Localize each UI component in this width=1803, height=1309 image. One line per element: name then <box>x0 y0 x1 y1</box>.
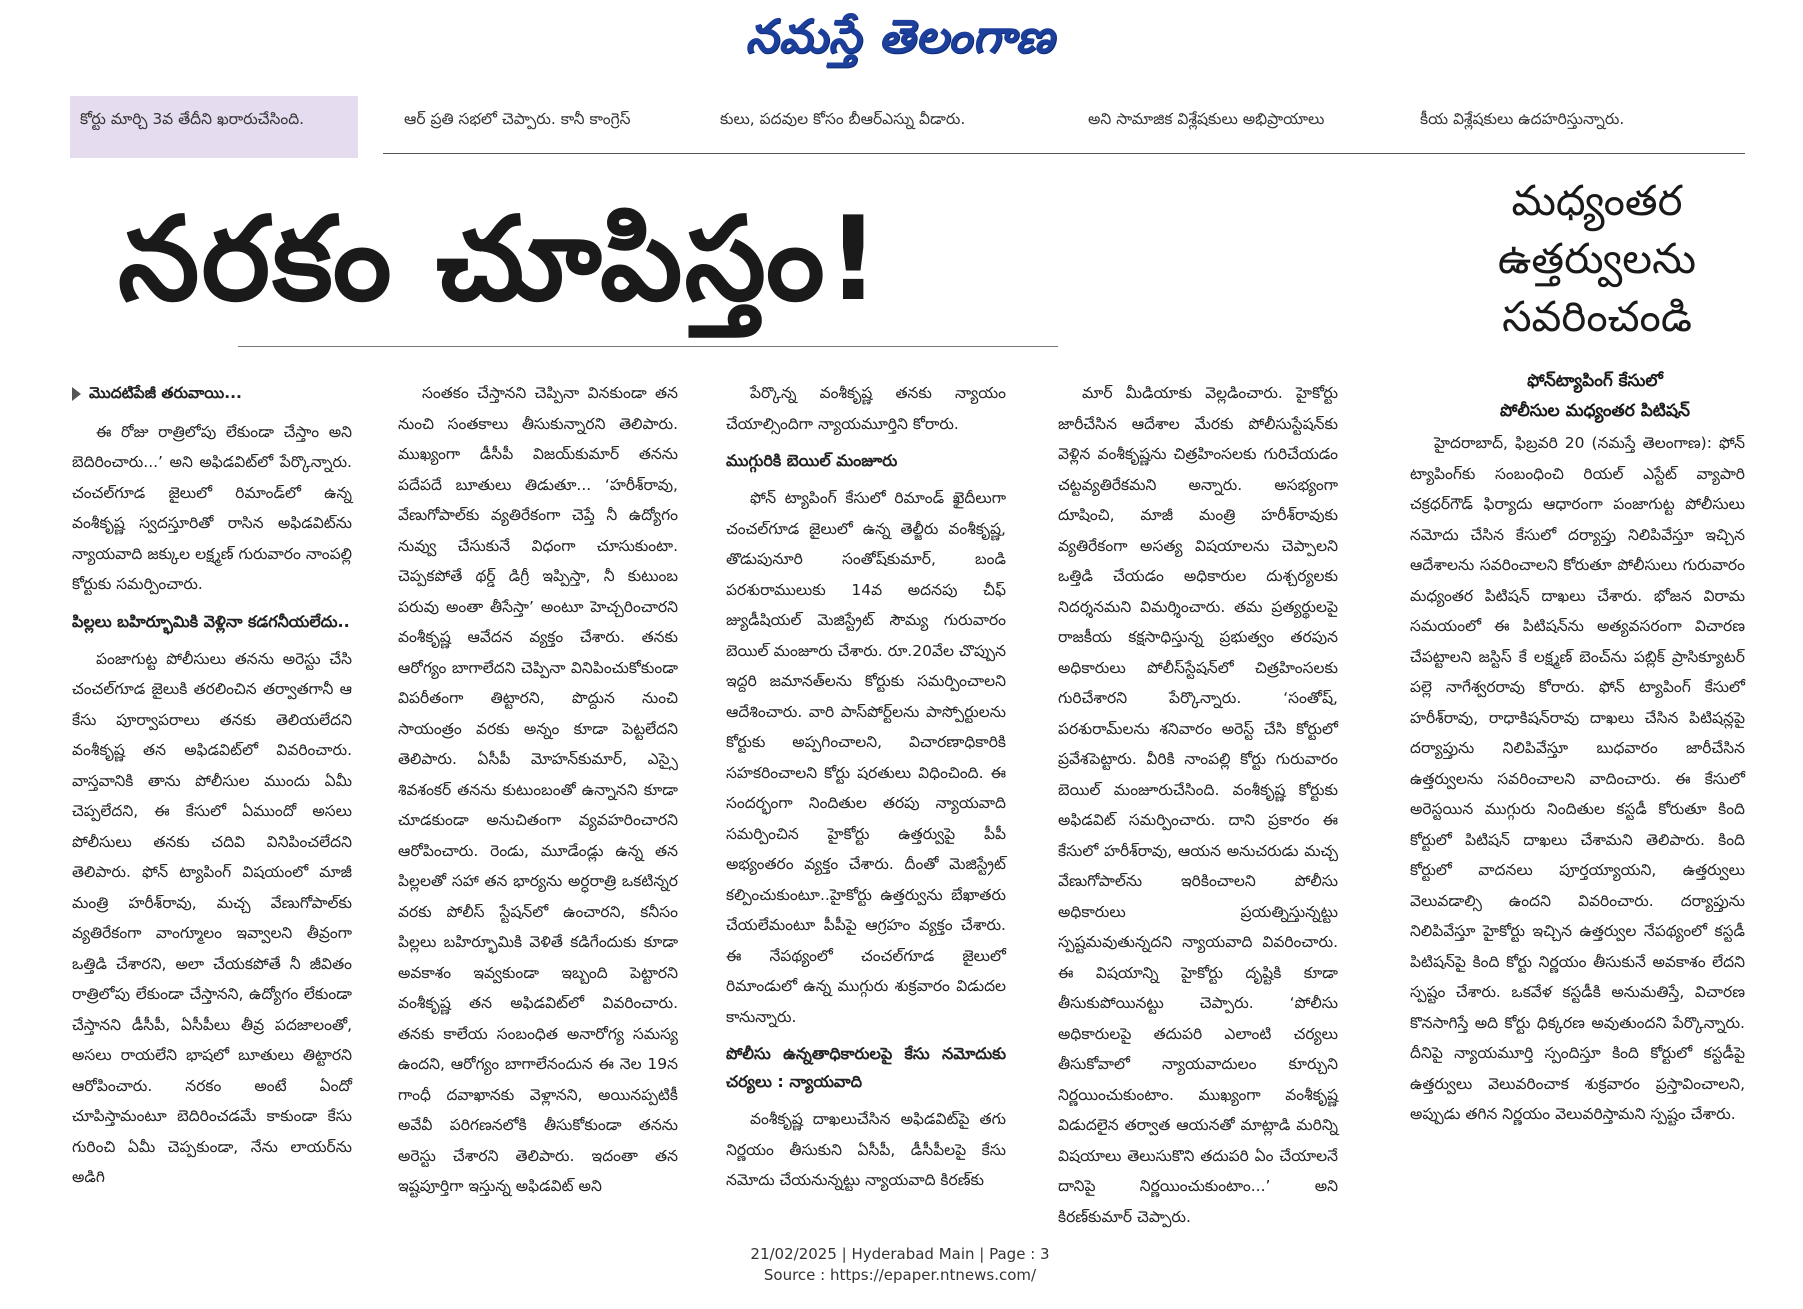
article-paragraph: ఫోన్ ట్యాపింగ్ కేసులో రిమాండ్ ఖైదీలుగా చంచల్‌గూడ జైలులో ఉన్న తెల్జీరు వంశీకృష్ణ, తొడుపునూరి సంతోష్‌కుమార్, బండి పరశురాములుకు 14వ అదనపు చీఫ్ జ్యుడీషియల్ మెజిస్ట్రేట్ సౌమ్య గురువారం బెయిల్ మంజూరు చేశారు. రూ.20వేల చొప్పున ఇద్దరి జమానత్‌లను కోర్టుకు సమర్పించాలని ఆదేశించారు. వారి పాస్‌పోర్ట్‌లను పాస్పోర్టులను కోర్టుకు అప్పగించాలని, విచారణాధికారికి సహకరించాలని కోర్టు షరతులు విధించింది. ఈ సందర్భంగా నిందితుల తరపు న్యాయవాది సమర్పించిన హైకోర్టు ఉత్తర్వుపై పీపీ అభ్యంతరం వ్యక్తం చేశారు. దీంతో మెజిస్ట్రేట్ కల్పించుకుంటూ..హైకోర్టు ఉత్తర్వును బేఖాతరు చేయలేమంటూ పీపీపై ఆగ్రహం వ్యక్తం చేశారు. ఈ నేపథ్యంలో చంచల్‌గూడ జైలులో రిమాండులో ఉన్న ముగ్గురు శుక్రవారం విడుదల కానున్నారు. <box>726 489 1006 1026</box>
article-column-3 <box>726 378 1006 1189</box>
side-subheadline-line: ఫోన్‌ట్యాపింగ్ కేసులో <box>1527 371 1663 391</box>
article-subheading: ముగ్గురికి బెయిల్ మంజూరు <box>726 451 898 470</box>
top-strip-snippet: అని సామాజిక విశ్లేషకులు అభిప్రాయాలు <box>1088 110 1325 128</box>
column-body <box>72 417 352 1193</box>
article-paragraph: పేర్కొన్న వంశీకృష్ణ తనకు న్యాయం చేయాల్సిందిగా న్యాయమూర్తిని కోరారు. <box>726 384 1006 433</box>
top-strip-snippet: కులు, పదవుల కోసం బీఆర్ఎస్ను వీడారు. <box>720 110 966 128</box>
side-subheadline-line: పోలీసుల మధ్యంతర పిటిషన్ <box>1500 401 1690 421</box>
masthead-title: నమస్తే తెలంగాణ <box>745 9 1055 63</box>
article-column-4 <box>1058 378 1338 1226</box>
side-subheadline <box>1420 366 1770 426</box>
top-strip-snippet: కీయ విశ్లేషకులు ఉదహరిస్తున్నారు. <box>1420 110 1625 128</box>
footer-date-line: 21/02/2025 | Hyderabad Main | Page : 3 <box>750 1245 1050 1263</box>
headline-divider <box>238 346 1058 347</box>
continued-label <box>72 378 352 409</box>
article-column-1 <box>72 378 352 1186</box>
article-paragraph: ఈ రోజు రాత్రిలోపు లేకుండా చేస్తాం అని బెదిరించారు...’ అని అఫిడవిట్‌లో పేర్కొన్నారు. చంచల్‌గూడ జైలులో రిమాండ్‌లో ఉన్న వంశీకృష్ణ స్వదస్తూరితో రాసిన అఫిడవిట్‌ను న్యాయవాది జక్కుల లక్ష్మణ్ గురువారం నాంపల్లి కోర్టుకు సమర్పించారు. <box>72 422 352 593</box>
article-subheading: పిల్లలు బహిర్భూమికి వెళ్లినా కడగనీయలేదు.. <box>72 611 350 631</box>
column-body <box>1058 378 1338 1232</box>
article-subheading: పోలీసు ఉన్నతాధికారులపై కేసు నమోదుకు చర్యలు : న్యాయవాది <box>726 1044 1006 1091</box>
top-strip-box-text: కోర్టు మార్చి 3వ తేదీని ఖరారుచేసింది. <box>80 110 305 128</box>
side-story-paragraph: హైదరాబాద్, ఫిబ్రవరి 20 (నమస్తే తెలంగాణ): ఫోన్ ట్యాపింగ్‌కు సంబంధించి రియల్ ఎస్టేట్ వ్యాపారి చక్రధర్‌గౌడ్ ఫిర్యాదు ఆధారంగా పంజాగుట్ట పోలీసులు నమోదు చేసిన కేసులో దర్యాప్తు నిలిపివేస్తూ ఇచ్చిన ఆదేశాలను సవరించాలని కోరుతూ పోలీసులు గురువారం మధ్యంతర పిటిషన్ దాఖలు చేశారు. భోజన విరామ సమయంలో ఈ పిటిషన్‌ను అత్యవసరంగా విచారణ చేపట్టాలని జస్టిస్ కే లక్ష్మణ్ బెంచ్‌ను పబ్లిక్ ప్రాసిక్యూటర్ పల్లె నాగేశ్వరరావు కోరారు. ఫోన్ ట్యాపింగ్ కేసులో హరీశ్‌రావు, రాధాకిషన్‌రావు దాఖలు చేసిన పిటిషన్లపై దర్యాప్తును నిలిపివేస్తూ బుధవారం జారీచేసిన ఉత్తర్వులను సవరించాలని వాదించారు. ఈ కేసులో అరెస్టయిన ముగ్గురు నిందితుల కస్టడీ కోరుతూ కింది కోర్టులో పిటిషన్ దాఖలు చేశామని తెలిపారు. కింది కోర్టులో వాదనలు పూర్తయ్యాయని, ఉత్తర్వులు వెలువడాల్సి ఉందని వివరించారు. దర్యాప్తును నిలిపివేస్తూ హైకోర్టు ఇచ్చిన ఉత్తర్వుల నేపథ్యంలో కస్టడీ పిటిషన్‌పై కింది కోర్టు నిర్ణయం తీసుకునే అవకాశం లేదని స్పష్టం చేశారు. ఒకవేళ కస్టడీకి అనుమతిస్తే, విచారణ కొనసాగిస్తే అది కోర్టు ధిక్కరణ అవుతుందని పేర్కొన్నారు. దీనిపై న్యాయమూర్తి స్పందిస్తూ కింది కోర్టులో కస్టడీపై ఉత్తర్వులు వెలువరించాక శుక్రవారం ప్రస్తావించాలని, అప్పుడు తగిన నిర్ణయం వెలువరిస్తామని స్పష్టం చేశారు. <box>1410 434 1745 1123</box>
continued-label-text: మొదటిపేజీ తరువాయి... <box>89 384 242 402</box>
article-paragraph: మార్ మీడియాకు వెల్లడించారు. హైకోర్టు జారీచేసిన ఆదేశాల మేరకు పోలీసుస్టేషన్‌కు వెళ్లిన వంశీకృష్ణను చిత్రహింసలకు గురిచేయడం చట్టవ్యతిరేకమని అన్నారు. అసభ్యంగా దూషించి, మాజీ మంత్రి హరీశ్‌రావుకు వ్యతిరేకంగా అసత్య విషయాలను చెప్పాలని ఒత్తిడి చేయడం అధికారుల దుశ్చర్యలకు నిదర్శనమని విమర్శించారు. తమ ప్రత్యర్థులపై రాజకీయ కక్షసాధిస్తున్న ప్రభుత్వం తరపున అధికారులు పోలీస్‌స్టేషన్‌లో చిత్రహింసలకు గురిచేశారని పేర్కొన్నారు. ‘సంతోష్, పరశురామ్‌లను శనివారం అరెస్ట్ చేసి కోర్టులో ప్రవేశపెట్టారు. వీరికి నాంపల్లి కోర్టు గురువారం బెయిల్ మంజూరుచేసింది. వంశీకృష్ణ కోర్టుకు అఫిడవిట్ సమర్పించారు. దాని ప్రకారం ఈ కేసులో హరీశ్‌రావు, ఆయన అనుచరుడు మచ్చ వేణుగోపాల్‌ను ఇరికించాలని పోలీసు అధికారులు ప్రయత్నిస్తున్నట్టు స్పష్టమవుతున్నదని న్యాయవాది వివరించారు. ఈ విషయాన్ని హైకోర్టు దృష్టికి కూడా తీసుకుపోయినట్టు చెప్పారు. ‘పోలీసు అధికారులపై తదుపరి ఎలాంటి చర్యలు తీసుకోవాలో న్యాయవాదులం కూర్చుని నిర్ణయించుకుంటాం. ముఖ్యంగా వంశీకృష్ణ విడుదలైన తర్వాత ఆయనతో మాట్లాడి మరిన్ని విషయాలు తెలుసుకొని తదుపరి ఏం చేయాలనే దానిపై నిర్ణయించుకుంటాం...’ అని కిరణ్‌కుమార్ చెప్పారు. <box>1058 384 1338 1226</box>
article-column-2 <box>398 378 678 1195</box>
side-headline-line: మధ్యంతర <box>1511 176 1683 225</box>
top-strip <box>70 96 1745 160</box>
main-headline: నరకం చూపిస్తం! <box>118 192 882 327</box>
page-footer <box>600 1244 1200 1286</box>
article-paragraph: వంశీకృష్ణ దాఖలుచేసిన అఫిడవిట్‌పై తగు నిర్ణయం తీసుకుని ఏసీపీ, డీసీపీలపై కేసు నమోదు చేయనున్నట్టు న్యాయవాది కిరణ్‌కు <box>726 1110 1006 1189</box>
masthead-logo <box>700 6 1100 78</box>
side-story-body <box>1410 428 1745 1218</box>
top-divider <box>383 153 1745 154</box>
article-paragraph: పంజాగుట్ట పోలీసులు తనను అరెస్టు చేసి చంచల్‌గూడ జైలుకి తరలించిన తర్వాతగానీ ఆ కేసు పూర్వాపరాలు తనకు తెలియలేదని వంశీకృష్ణ తన అఫిడవిట్‌లో వివరించారు. వాస్తవానికి తాను పోలీసుల ముందు ఏమీ చెప్పలేదని, ఈ కేసులో ఏముందో అసలు పోలీసులు తనకు చదివి వినిపించలేదని తెలిపారు. ఫోన్ ట్యాపింగ్ విషయంలో మాజీ మంత్రి హరీశ్‌రావు, మచ్చ వేణుగోపాల్‌కు వ్యతిరేకంగా వాంగ్మూలం ఇవ్వాలని తీవ్రంగా ఒత్తిడి చేశారని, అలా చేయకపోతే నీ జీవితం రాత్రిలోపు లేకుండా చేస్తానని, ఉద్యోగం లేకుండా చేస్తానని డీసీపీ, ఏసీపీలు తీవ్ర పదజాలంతో, అసలు రాయలేని భాషలో బూతులు తిట్టారని ఆరోపించారు. నరకం అంటే ఏందో చూపిస్తామంటూ బెదిరించడమే కాకుండా కేసు గురించి ఏమీ చెప్పకుండా, నేను లాయర్‌ను అడిగి <box>72 649 352 1186</box>
arrow-right-icon <box>72 387 81 401</box>
column-body <box>726 378 1006 1196</box>
footer-source-line: Source : https://epaper.ntnews.com/ <box>763 1266 1037 1284</box>
top-strip-box <box>70 96 358 158</box>
side-headline <box>1432 172 1762 346</box>
side-headline-line: సవరించండి <box>1502 292 1692 341</box>
side-headline-line: ఉత్తర్వులను <box>1497 234 1697 283</box>
article-paragraph: సంతకం చేస్తానని చెప్పినా వినకుండా తన నుంచి సంతకాలు తీసుకున్నారని తెలిపారు. ముఖ్యంగా డీసీపీ విజయ్‌కుమార్ తనను పదేపదే బూతులు తిడుతూ... ‘హరీశ్‌రావు, వేణుగోపాల్‌కు వ్యతిరేకంగా చెప్తే నీ ఉద్యోగం నువ్వు చేసుకునే విధంగా చూసుకుంటా. చెప్పకపోతే థర్డ్ డిగ్రీ ఇప్పిస్తా, నీ కుటుంబ పరువు అంతా తీసేస్తా’ అంటూ హెచ్చరించారని వంశీకృష్ణ ఆవేదన వ్యక్తం చేశారు. తనకు ఆరోగ్యం బాగాలేదని చెప్పినా వినిపించుకోకుండా విపరీతంగా తిట్టారని, పొద్దున నుంచి సాయంత్రం వరకు అన్నం కూడా పెట్టలేదని తెలిపారు. ఏసీపీ మోహన్‌కుమార్, ఎస్సై శివశంకర్ తనను కుటుంబంతో ఉన్నానని కూడా చూడకుండా అనుచితంగా వ్యవహరించారని ఆరోపించారు. రెండు, మూడేండ్లు ఉన్న తన పిల్లలతో సహా తన భార్యను అర్ధరాత్రి ఒకటిన్నర వరకు పోలీస్ స్టేషన్‌లో ఉంచారని, కనీసం పిల్లలు బహిర్భూమికి వెళితే కడిగేందుకు కూడా అవకాశం ఇవ్వకుండా ఇబ్బంది పెట్టారని వంశీకృష్ణ తన అఫిడవిట్‌లో వివరించారు. తనకు కాలేయ సంబంధిత అనారోగ్య సమస్య ఉందని, ఆరోగ్యం బాగాలేనందున ఈ నెల 19న గాంధీ దవాఖానకు వెళ్లానని, అయినప్పటికీ అవేవీ పరిగణనలోకి తీసుకోకుండా తనను అరెస్టు చేశారని తెలిపారు. ఇదంతా తన ఇష్టపూర్తిగా ఇస్తున్న అఫిడవిట్ అని <box>398 384 678 1195</box>
top-strip-snippet: ఆర్ ప్రతి సభలో చెప్పారు. కానీ కాంగ్రెస్ <box>404 110 631 128</box>
column-body <box>398 378 678 1202</box>
